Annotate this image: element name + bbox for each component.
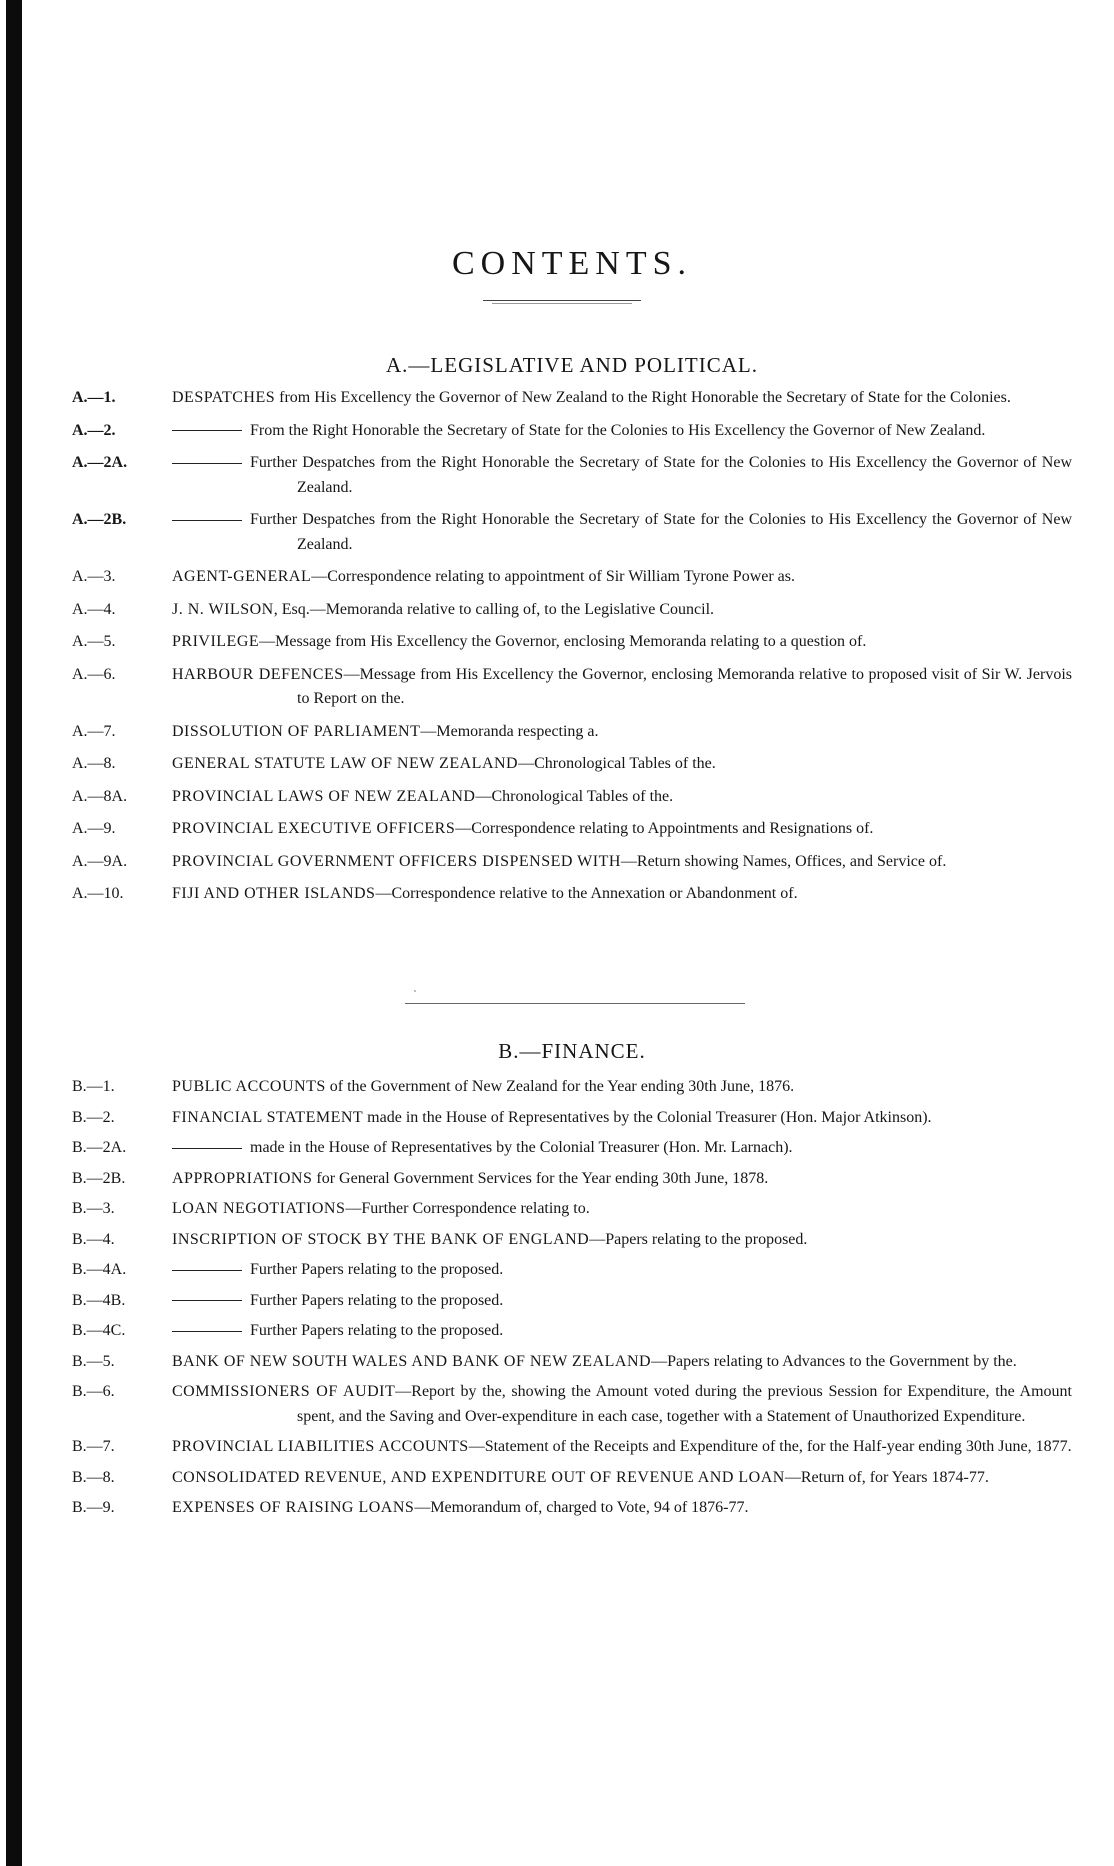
entry-description [172,419,1072,444]
contents-entry [72,1136,1072,1161]
entry-subject: INSCRIPTION OF STOCK BY THE BANK OF ENGLAND [172,1230,590,1248]
scan-speck [414,990,416,992]
entry-code: A.—10. [72,885,124,902]
entry-description [172,1380,1072,1429]
entry-subject: PRIVILEGE [172,633,260,650]
entry-text: —Return of, for Years 1874-77. [784,1468,989,1486]
entry-text: Further Papers relating to the proposed. [250,1291,504,1309]
ditto-dash [172,1270,242,1271]
entry-text: , Esq.—Memoranda relative to calling of, to the Legislative Council. [273,600,715,618]
entry-code: B.—4. [72,1230,115,1248]
entry-text: —Chronological Tables of the. [518,755,716,772]
entry-text: —Statement of the Receipts and Expenditure of the, for the Half-year ending 30th June, 1877. [468,1438,1072,1455]
entry-text: —Message from His Excellency the Governor, enclosing Memoranda relative to proposed visit of Sir W. Jervois to Report on the. [297,665,1072,707]
contents-entry [72,720,1072,745]
page-title: CONTENTS. [451,244,693,282]
entry-code: B.—9. [72,1499,115,1516]
entry-code: B.—6. [72,1383,115,1400]
contents-entry [72,1380,1072,1429]
entry-text: From the Right Honorable the Secretary of State for the Colonies to His Excellency the Governor of New Zealand. [250,421,986,439]
entry-text: made in the House of Representatives by the Colonial Treasurer (Hon. Mr. Larnach). [250,1139,793,1156]
entry-text: —Papers relating to Advances to the Government by the. [651,1352,1017,1370]
entry-code: B.—2. [72,1108,115,1126]
contents-entry [72,1319,1072,1344]
entry-code: B.—8. [72,1468,115,1486]
entry-description [172,1197,1072,1222]
entry-text: Further Papers relating to the proposed. [250,1322,504,1339]
entry-code: A.—7. [72,722,116,740]
entry-subject: J. N. WILSON [172,600,274,618]
contents-entry [72,1075,1072,1100]
entry-code: B.—2B. [72,1169,126,1187]
entry-code: A.—1. [72,389,116,406]
entry-code: A.—2. [72,421,116,439]
entry-text: —Correspondence relating to appointment of Sir William Tyrone Power as. [311,568,795,585]
entry-code: B.—7. [72,1438,115,1455]
entry-subject: COMMISSIONERS OF AUDIT [172,1383,396,1400]
entry-subject: BANK OF NEW SOUTH WALES AND BANK OF NEW ZEALAND [172,1352,652,1370]
scan-binding-edge [6,0,22,1866]
entry-description [172,1289,1072,1314]
entry-description [172,1167,1072,1192]
entry-description [172,1435,1072,1460]
entry-code: A.—2A. [72,454,128,471]
entry-text: —Return showing Names, Offices, and Service of. [620,852,947,870]
entry-code: B.—5. [72,1352,115,1370]
entry-subject: HARBOUR DEFENCES [172,665,344,683]
entry-subject: EXPENSES OF RAISING LOANS [172,1499,415,1516]
entry-text: —Memoranda respecting a. [420,722,599,740]
entry-description [172,752,1072,777]
entry-text: from His Excellency the Governor of New Zealand to the Right Honorable the Secretary of State for the Colonies. [275,389,1011,406]
entry-code: A.—9A. [72,852,128,870]
contents-entry [72,1167,1072,1192]
entry-description [172,565,1072,590]
contents-entry [72,1435,1072,1460]
contents-entry [72,565,1072,590]
entry-subject: FIJI AND OTHER ISLANDS [172,885,376,902]
contents-entry [72,1466,1072,1491]
entry-text: —Correspondence relative to the Annexation or Abandonment of. [375,885,798,902]
contents-entry [72,1289,1072,1314]
entry-description [172,1075,1072,1100]
entry-text: Further Despatches from the Right Honorable the Secretary of State for the Colonies to His Excellency the Governor of New Zealand. [250,511,1072,553]
entry-description [172,720,1072,745]
entry-subject: GENERAL STATUTE LAW OF NEW ZEALAND [172,755,519,772]
entry-description [172,451,1072,500]
entry-description [172,1496,1072,1521]
ditto-dash [172,463,242,464]
entry-description [172,386,1072,411]
entry-code: B.—4A. [72,1261,127,1278]
entry-text: —Report by the, showing the Amount voted during the previous Session for Expenditure, the Amount spent, and the Saving and Over-expenditure in each case, together with a Statement of Unauthorized Expenditure. [297,1383,1072,1425]
entry-description [172,663,1072,712]
entry-description [172,630,1072,655]
contents-entry [72,1197,1072,1222]
section-divider [405,1003,745,1004]
entry-code: B.—3. [72,1200,115,1217]
contents-entry [72,1496,1072,1521]
contents-entry [72,817,1072,842]
entry-description [172,1319,1072,1344]
entry-code: A.—8A. [72,787,128,805]
contents-entry [72,785,1072,810]
entry-code: B.—4B. [72,1291,126,1309]
ditto-dash [172,1148,242,1149]
entry-subject: AGENT-GENERAL [172,568,312,585]
entry-text: —Correspondence relating to Appointments and Resignations of. [455,820,874,837]
entry-subject: PUBLIC ACCOUNTS [172,1078,326,1095]
ditto-dash [172,1331,242,1332]
contents-entry [72,1258,1072,1283]
entry-description [172,785,1072,810]
entry-subject: FINANCIAL STATEMENT [172,1108,364,1126]
contents-entry [72,598,1072,623]
entry-description [172,508,1072,557]
entry-text: —Chronological Tables of the. [475,787,674,805]
entry-code: A.—4. [72,600,116,618]
entry-description [172,817,1072,842]
entry-subject: APPROPRIATIONS [172,1169,313,1187]
ditto-dash [172,520,242,521]
entry-code: B.—1. [72,1078,115,1095]
entry-code: B.—2A. [72,1139,127,1156]
entry-text: Further Papers relating to the proposed. [250,1261,504,1278]
entry-description [172,850,1072,875]
contents-entry [72,882,1072,907]
entry-text: —Message from His Excellency the Governor, enclosing Memoranda relating to a question of. [259,633,867,650]
section-b-heading: B.—FINANCE. [498,1039,646,1063]
entry-text: of the Government of New Zealand for the Year ending 30th June, 1876. [325,1078,795,1095]
section-a-heading: A.—LEGISLATIVE AND POLITICAL. [386,353,758,377]
entry-code: B.—4C. [72,1322,126,1339]
entry-description [172,1136,1072,1161]
entry-subject: PROVINCIAL EXECUTIVE OFFICERS [172,820,456,837]
ditto-dash [172,1300,242,1301]
section-a-entries [72,386,1072,915]
entry-description [172,1350,1072,1375]
entry-text: Further Despatches from the Right Honorable the Secretary of State for the Colonies to His Excellency the Governor of New Zealand. [250,454,1072,496]
entry-text: for General Government Services for the Year ending 30th June, 1878. [312,1169,769,1187]
contents-entry [72,1228,1072,1253]
contents-entry [72,752,1072,777]
entry-subject: CONSOLIDATED REVENUE, AND EXPENDITURE OUT OF REVENUE AND LOAN [172,1468,785,1486]
contents-entry [72,1350,1072,1375]
section-b-entries [72,1075,1072,1527]
contents-entry [72,508,1072,557]
ditto-dash [172,430,242,431]
entry-text: —Papers relating to the proposed. [589,1230,808,1248]
title-divider-secondary [492,303,632,304]
contents-entry [72,663,1072,712]
contents-entry [72,419,1072,444]
entry-description [172,882,1072,907]
entry-description [172,1466,1072,1491]
entry-subject: DESPATCHES [172,389,276,406]
entry-text: made in the House of Representatives by the Colonial Treasurer (Hon. Major Atkinson). [363,1108,932,1126]
entry-description [172,1258,1072,1283]
entry-code: A.—6. [72,665,116,683]
contents-entry [72,451,1072,500]
contents-entry [72,630,1072,655]
entry-code: A.—8. [72,755,116,772]
entry-code: A.—5. [72,633,116,650]
entry-subject: DISSOLUTION OF PARLIAMENT [172,722,421,740]
entry-subject: PROVINCIAL LAWS OF NEW ZEALAND [172,787,476,805]
entry-subject: PROVINCIAL LIABILITIES ACCOUNTS [172,1438,469,1455]
entry-code: A.—9. [72,820,116,837]
entry-description [172,598,1072,623]
entry-subject: LOAN NEGOTIATIONS [172,1200,346,1217]
contents-entry [72,386,1072,411]
entry-subject: PROVINCIAL GOVERNMENT OFFICERS DISPENSED WITH [172,852,621,870]
contents-entry [72,1106,1072,1131]
entry-description [172,1228,1072,1253]
entry-description [172,1106,1072,1131]
entry-code: A.—3. [72,568,116,585]
contents-entry [72,850,1072,875]
entry-text: —Memorandum of, charged to Vote, 94 of 1876-77. [414,1499,749,1516]
entry-text: —Further Correspondence relating to. [345,1200,590,1217]
title-divider [483,300,641,301]
entry-code: A.—2B. [72,511,127,528]
